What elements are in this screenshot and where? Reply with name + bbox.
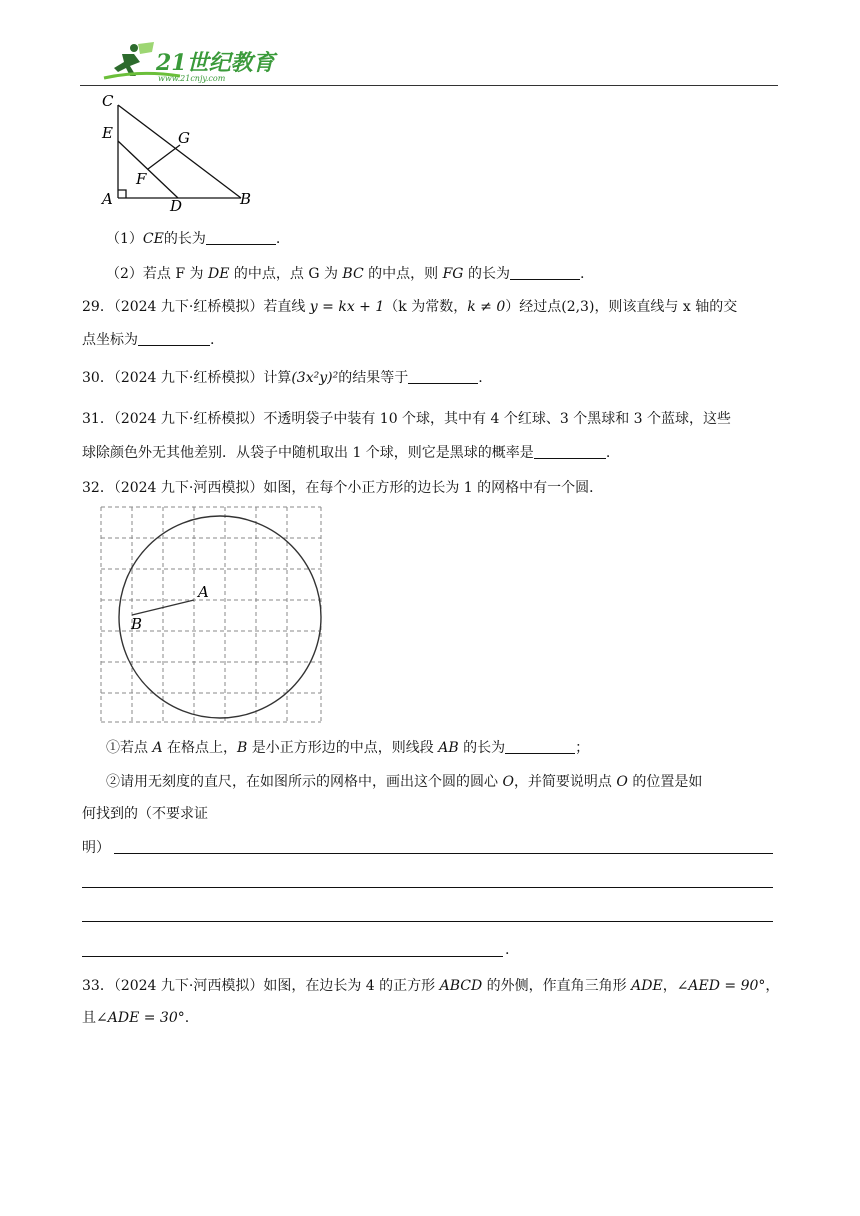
label-G: G — [178, 129, 190, 147]
q32-intro: 32．（2024 九下·河西模拟）如图，在每个小正方形的边长为 1 的网格中有一个圆． — [82, 480, 604, 496]
grid-figure — [100, 506, 324, 728]
q31-line2: 球除颜色外无其他差别．从袋子中随机取出 1 个球，则它是黑球的概率是 . — [82, 445, 611, 461]
label-E: E — [102, 124, 113, 142]
grid-label-B: B — [131, 615, 143, 633]
logo-url: www.21cnjy.com — [158, 74, 226, 83]
q29-line1: 29．（2024 九下·红桥模拟）若直线 y = kx + 1（k 为常数，k ≠ 0）经过点(2,3)，则该直线与 x 轴的交 — [82, 299, 738, 315]
answer-blank[interactable] — [138, 331, 210, 346]
answer-line[interactable] — [82, 921, 773, 922]
q31-line1: 31．（2024 九下·红桥模拟）不透明袋子中装有 10 个球，其中有 4 个红球、3 个黑球和 3 个蓝球，这些 — [82, 411, 732, 427]
answer-blank[interactable] — [206, 230, 276, 245]
q28-part1: （1）CE的长为 . — [106, 231, 281, 247]
label-B: B — [240, 190, 252, 208]
answer-blank[interactable] — [505, 739, 575, 754]
q32-end-period: . — [505, 942, 510, 958]
answer-blank[interactable] — [510, 265, 580, 280]
q32-part2-line3: 明） — [82, 840, 110, 856]
header-rule — [80, 85, 778, 86]
grid-label-A: A — [198, 583, 209, 601]
q32-part2-line2: 何找到的（不要求证 — [82, 806, 208, 822]
triangle-figure — [98, 90, 268, 219]
q29-line2: 点坐标为 . — [82, 332, 215, 348]
q30-line: 30．（2024 九下·红桥模拟）计算(3x²y)²的结果等于 . — [82, 370, 483, 386]
site-logo — [100, 40, 280, 86]
q33-line1: 33．（2024 九下·河西模拟）如图，在边长为 4 的正方形 ABCD 的外侧，作直角三角形 ADE，∠AED = 90°， — [82, 978, 780, 994]
q28-part2: （2）若点 F 为 DE 的中点，点 G 为 BC 的中点，则 FG 的长为 . — [106, 266, 585, 282]
label-D: D — [170, 197, 183, 215]
q33-line2: 且∠ADE = 30°. — [82, 1010, 190, 1026]
label-A: A — [102, 190, 113, 208]
q32-part1: ①若点 A 在格点上，B 是小正方形边的中点，则线段 AB 的长为 ； — [106, 740, 590, 756]
answer-blank[interactable] — [408, 369, 478, 384]
answer-blank[interactable] — [534, 444, 606, 459]
answer-line[interactable] — [82, 956, 503, 957]
logo-text: 21世纪教育 — [156, 50, 275, 76]
q32-part2-line1: ②请用无刻度的直尺，在如图所示的网格中，画出这个圆的圆心 O，并简要说明点 O 的位置是如 — [106, 774, 703, 790]
label-C: C — [102, 92, 114, 110]
answer-line[interactable] — [82, 887, 773, 888]
label-F: F — [136, 170, 147, 188]
answer-line[interactable] — [114, 853, 773, 854]
